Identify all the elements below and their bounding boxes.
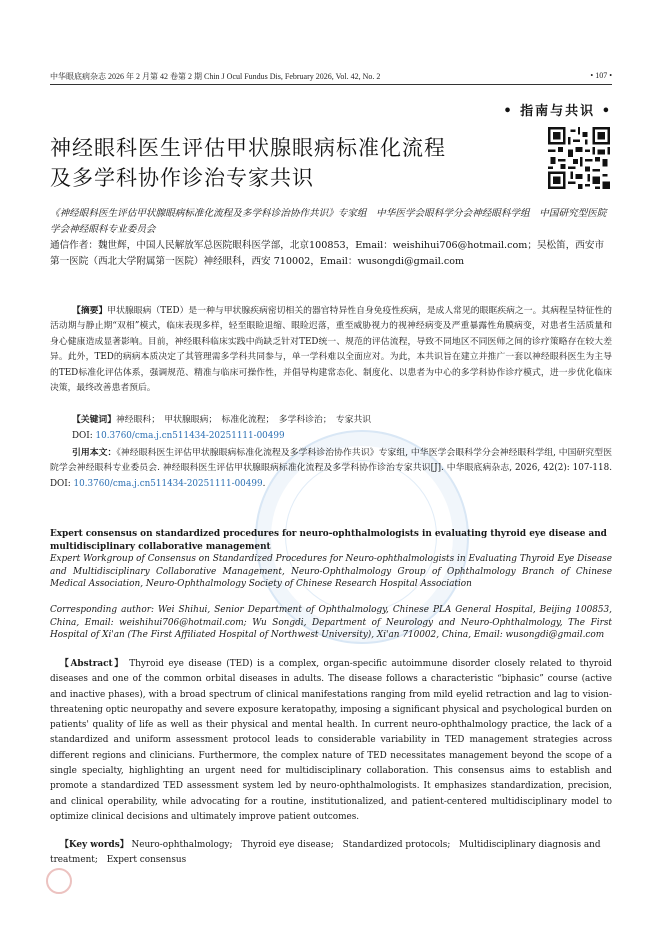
en-abstract-label: 【Abstract】 (60, 659, 125, 669)
title-line-2: 及多学科协作诊治专家共识 (50, 166, 314, 190)
cn-abstract-label: 【摘要】 (72, 306, 108, 316)
cn-keywords (72, 413, 612, 427)
publisher-seal-icon (46, 868, 72, 894)
section-tag: • 指南与共识 • (503, 104, 612, 119)
title-line-1: 神经眼科医生评估甲状腺眼病标准化流程 (50, 136, 446, 160)
cn-corr-text: 魏世辉，中国人民解放军总医院眼科医学部，北京100853，Email：weishihui706@hotmail.com；吴松笛，西安市第一医院（西北大学附属第一医院）神经眼科，西安 710002，Email：wusongdi@gmail.com (50, 240, 605, 267)
cn-cite-doi-link[interactable]: 10.3760/cma.j.cn511434-20251111-00499 (73, 478, 263, 489)
en-keywords (50, 838, 612, 869)
en-abstract-text: Thyroid eye disease (TED) is a complex, organ-specific autoimmune disorder closely related to thyroid diseases and one of the common orbital diseases in adults. The disease follows a characteristic “biphasic” course (active and inactive phases), with a broad spectrum of clinical manifestations ranging from mild eyelid retraction and lag to vision-threatening optic neuropathy and severe exposure keratopathy, imposing a significant physical and psychological burden on patients' quality of life as well as their physical and mental health. In current neuro-ophthalmology practice, the lack of a standardized and uniform assessment protocol leads to considerable variability in TED management strategies across different regions and clinicians. Furthermore, the complex nature of TED necessitates management beyond the scope of a single specialty, highlighting an urgent need for multidisciplinary collaboration. This consensus aims to establish and promote a standardized TED assessment system led by neuro-ophthalmologists. It emphasizes standardization, precision, and clinical operability, while advocating for a routine, institutionalized, and patient-centered multidisciplinary model to optimize clinical decisions and ultimately improve patient outcomes. (50, 659, 612, 822)
cn-keywords-text: 神经眼科； 甲状腺眼病； 标准化流程； 多学科诊治； 专家共识 (116, 415, 372, 425)
cn-doi-label: DOI: (72, 431, 93, 441)
header-rule (50, 84, 612, 85)
cn-corr-label: 通信作者： (50, 240, 98, 251)
en-abstract (50, 657, 612, 825)
cn-doi-link[interactable]: 10.3760/cma.j.cn511434-20251111-00499 (95, 431, 285, 441)
cn-cite-end: . (262, 478, 266, 489)
cn-cite-text: 《神经眼科医生评估甲状腺眼病标准化流程及多学科诊治协作共识》专家组, 中华医学会眼科学分会神经眼科学组, 中国研究型医院学会神经眼科专业委员会. 神经眼科医生评估甲状腺眼病标准化流程及多学科协作诊治专家共识[J]. 中华眼底病杂志, 2026, 42(2): 107-118. DOI: (50, 448, 612, 489)
en-keywords-label: 【Key words】 (60, 840, 129, 850)
running-header (50, 71, 612, 82)
en-keywords-text: Neuro-ophthalmology; Thyroid eye disease; Standardized protocols; Multidisciplinary diagnosis and treatment; Expert consensus (50, 840, 601, 866)
page-number: • 107 • (590, 71, 612, 80)
cn-abstract-text: 甲状腺眼病（TED）是一种与甲状腺疾病密切相关的器官特异性自身免疫性疾病，是成人常见的眼眶疾病之一。其病程呈特征性的活动期与静止期“双相”模式，临床表现多样，轻至眼睑退缩、眼睑迟落，重至威胁视力的视神经病变及严重暴露性角膜病变，对患者生活质量和身心健康造成显著影响。目前，神经眼科临床实践中尚缺乏针对TED统一、规范的评估流程，导致不同地区不同医师之间的诊疗策略存在较大差异。此外，TED的病病本质决定了其管理需多学科共同参与，单一学科难以全面应对。为此，本共识旨在建立并推广一套以神经眼科医生为主导的TED标准化评估体系，强调规范、精准与临床可操作性，并倡导构建常态化、制度化、以患者为中心的多学科协作诊疗模式，进一步优化临床决策，最终改善患者预后。 (50, 306, 612, 394)
journal-citation-header: 中华眼底病杂志 2026 年 2 月第 42 卷第 2 期 Chin J Ocul Fundus Dis, February 2026, Vol. 42, No. 2 (50, 72, 381, 81)
cn-cite-label: 引用本文： (72, 448, 117, 458)
en-authors: Expert Workgroup of Consensus on Standardized Procedures for Neuro-ophthalmologists in Evaluating Thyroid Eye Disease and Multidisciplinary Collaborative Management, Neuro-Ophthalmology Group of Ophthalmology Branch of Chinese Medical Association, Neuro-Ophthalmology Society of Chinese Research Hospital Association (50, 554, 612, 590)
cn-authors: 《神经眼科医生评估甲状腺眼病标准化流程及多学科诊治协作共识》专家组 中华医学会眼科学分会神经眼科学组 中国研究型医院学会神经眼科专业委员会 (50, 208, 607, 235)
cn-keywords-label: 【关键词】 (72, 415, 116, 425)
cn-doi (72, 429, 612, 443)
cn-corresponding-author (50, 238, 612, 270)
qr-code-icon[interactable] (548, 127, 610, 189)
cn-citation (50, 446, 612, 492)
article-title-en: Expert consensus on standardized procedures for neuro-ophthalmologists in evaluating thyroid eye disease and multidisciplinary collaborative management (50, 529, 607, 552)
en-corresponding-author: Corresponding author: Wei Shihui, Senior Department of Ophthalmology, Chinese PLA General Hospital, Beijing 100853, China, Email: weishihui706@hotmail.com; Wu Songdi, Department of Neurology and Neuro-Ophthalmology, The First Hospital of Xi'an (The First Affiliated Hospital of Northwest University), Xi'an 710002, China, Email: wusongdi@gmail.com (50, 605, 612, 641)
cn-abstract (50, 304, 612, 396)
publisher-logo-watermark (46, 868, 72, 894)
article-title-cn (50, 133, 510, 193)
